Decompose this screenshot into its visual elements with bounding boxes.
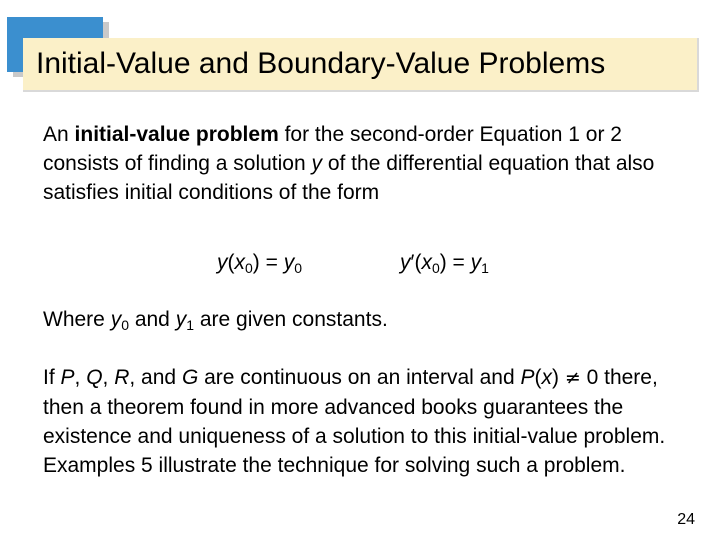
p2-y0-sub: 0 (121, 317, 129, 333)
p3-text-before: If (43, 366, 61, 389)
eq1-x: x (234, 251, 245, 274)
p3-zero: 0 (580, 366, 599, 389)
p1-bold-term: initial-value problem (74, 123, 279, 146)
p1-text-mid: for the second-order Equation 1 or 2 consists of finding a solution (43, 123, 622, 175)
eq2-y: y (400, 251, 411, 274)
paragraph-existence-theorem (43, 363, 683, 480)
p1-text-after: of the differential equation that also satisfies initial conditions of the form (43, 152, 655, 204)
eq2-x: x (421, 251, 432, 274)
p2-y1-sub: 1 (186, 317, 194, 333)
p2-y1: y (175, 308, 187, 331)
p2-text-after: are given constants. (194, 308, 388, 331)
eq1-rhs-sub: 0 (294, 260, 303, 276)
eq2-close: ) = (439, 251, 471, 274)
slide-title: Initial-Value and Boundary-Value Problems (36, 47, 606, 80)
p2-y0: y (110, 308, 122, 331)
p2-text-before: Where (43, 308, 111, 331)
eq2-rhs: y (470, 251, 482, 274)
p3-G: G (181, 366, 199, 389)
p3-P2: P (520, 366, 535, 389)
eq2-prime: ′ (410, 251, 415, 274)
initial-condition-y (217, 248, 302, 277)
p3-x: x (541, 366, 553, 389)
not-equal-symbol: ≠ (564, 367, 581, 389)
initial-condition-y-prime (400, 248, 489, 277)
p2-text-mid: and (128, 308, 176, 331)
eq1-close: ) = (252, 251, 284, 274)
p1-text-before: An (43, 123, 75, 146)
p3-text-after: there, then a theorem found in more advanced books guarantees the existence and uniqueness of a solution to this initial-value problem. Examples 5 illustrate the technique for solving such a problem. (43, 366, 666, 477)
p3-R: R (114, 366, 130, 389)
eq1-rhs: y (283, 251, 295, 274)
paragraph-given-constants (43, 305, 683, 334)
eq1-y: y (217, 251, 228, 274)
eq1-x-sub: 0 (245, 260, 253, 276)
p3-comma-2: , (102, 366, 115, 389)
p3-open: ( (534, 366, 542, 389)
p1-var-y: y (311, 152, 322, 175)
p3-Q: Q (86, 366, 103, 389)
p3-and: , and (129, 366, 182, 389)
p3-close: ) (552, 366, 565, 389)
page-number: 24 (677, 511, 695, 528)
p3-comma-1: , (74, 366, 87, 389)
p3-P: P (60, 366, 75, 389)
p3-text-mid: are continuous on an interval and (198, 366, 521, 389)
paragraph-initial-value-definition (43, 120, 683, 207)
eq2-open: ( (414, 251, 422, 274)
eq2-rhs-sub: 1 (481, 260, 489, 276)
eq1-open: ( (227, 251, 235, 274)
eq2-x-sub: 0 (431, 260, 440, 276)
